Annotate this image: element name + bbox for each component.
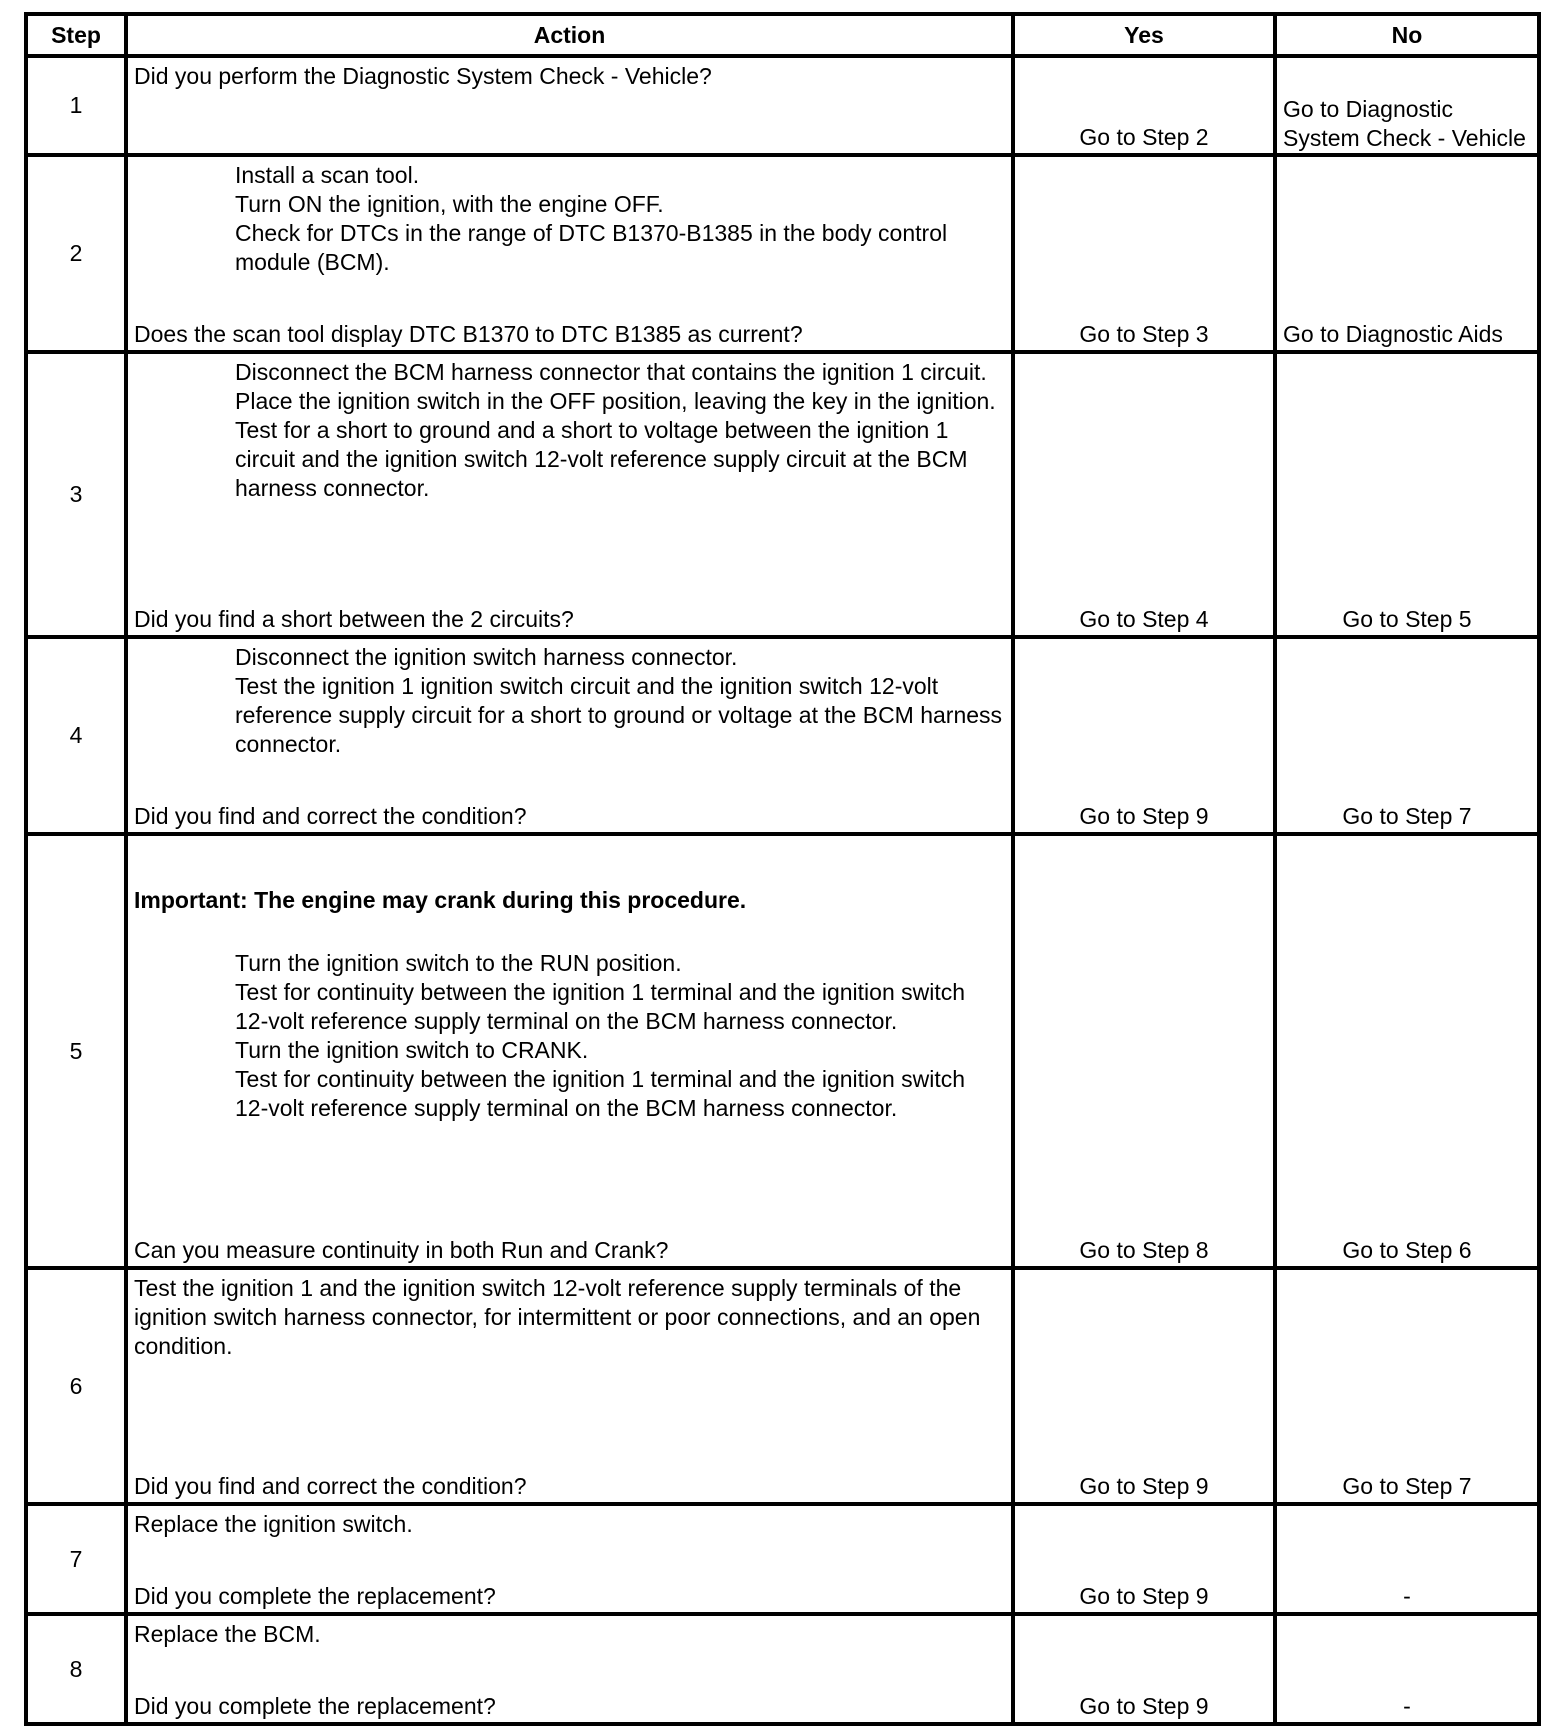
yes-cell [1013,1614,1275,1724]
important-note: Important: The engine may crank during this procedure. [134,887,747,913]
yes-cell [1013,834,1275,1268]
instruction: Disconnect the ignition switch harness connector. [235,644,738,670]
yes-link[interactable]: Go to Step 9 [1079,803,1209,829]
step-number: 2 [26,155,126,352]
yes-cell [1013,352,1275,637]
step-number: 4 [26,637,126,834]
action-question: Did you complete the replacement? [134,1583,496,1609]
instruction: Test for continuity between the ignition 1 terminal and the ignition switch 12-volt reference supply terminal on the BCM harness connector. [235,979,966,1034]
yes-link[interactable]: Go to Step 4 [1079,606,1209,632]
yes-cell [1013,56,1275,155]
no-link[interactable]: Go to Diagnostic System Check - Vehicle [1283,96,1526,151]
action-question: Did you perform the Diagnostic System Check - Vehicle? [134,63,712,89]
table-row [26,834,1539,1268]
instruction: Turn the ignition switch to the RUN position. [235,950,682,976]
no-cell [1275,56,1539,155]
header-yes: Yes [1013,14,1275,56]
step-number: 8 [26,1614,126,1724]
instruction: Test for a short to ground and a short to voltage between the ignition 1 circuit and the ignition switch 12-volt reference supply circuit at the BCM harness connector. [235,417,968,501]
no-cell [1275,637,1539,834]
action-question: Did you find and correct the condition? [134,803,527,829]
action-cell [126,834,1013,1268]
yes-link[interactable]: Go to Step 2 [1079,124,1209,150]
no-link[interactable]: Go to Step 7 [1342,1473,1472,1499]
table-row [26,352,1539,637]
step-number: 6 [26,1268,126,1504]
table-row [26,56,1539,155]
table-row [26,1268,1539,1504]
header-action: Action [126,14,1013,56]
action-question: Can you measure continuity in both Run and Crank? [134,1237,669,1263]
no-cell [1275,352,1539,637]
table-row [26,1614,1539,1724]
no-link[interactable]: Go to Step 6 [1342,1237,1472,1263]
no-cell [1275,834,1539,1268]
action-cell [126,1504,1013,1614]
action-question: Did you find a short between the 2 circuits? [134,606,574,632]
no-cell [1275,1268,1539,1504]
action-cell [126,56,1013,155]
instruction: Install a scan tool. [235,162,420,188]
yes-link[interactable]: Go to Step 9 [1079,1693,1209,1719]
no-cell [1275,155,1539,352]
action-text: Replace the ignition switch. [134,1511,413,1537]
action-cell [126,1614,1013,1724]
instruction: Turn ON the ignition, with the engine OFF. [235,191,664,217]
action-question: Did you complete the replacement? [134,1693,496,1719]
yes-cell [1013,1504,1275,1614]
instruction: Check for DTCs in the range of DTC B1370-B1385 in the body control module (BCM). [235,220,948,275]
header-row [26,14,1539,56]
yes-cell [1013,155,1275,352]
action-cell [126,637,1013,834]
diagnostic-table [24,12,1541,1726]
instruction: Test the ignition 1 ignition switch circuit and the ignition switch 12-volt reference supply circuit for a short to ground or voltage at the BCM harness connector. [235,673,1003,757]
header-no: No [1275,14,1539,56]
yes-link[interactable]: Go to Step 8 [1079,1237,1209,1263]
no-cell [1275,1614,1539,1724]
action-cell [126,1268,1013,1504]
action-cell [126,352,1013,637]
yes-link[interactable]: Go to Step 3 [1079,321,1209,347]
yes-link[interactable]: Go to Step 9 [1079,1473,1209,1499]
instruction: Test for continuity between the ignition 1 terminal and the ignition switch 12-volt reference supply terminal on the BCM harness connector. [235,1066,966,1121]
no-link[interactable]: Go to Step 7 [1342,803,1472,829]
action-question: Does the scan tool display DTC B1370 to DTC B1385 as current? [134,321,803,347]
header-step: Step [26,14,126,56]
step-number: 7 [26,1504,126,1614]
step-number: 1 [26,56,126,155]
no-value: - [1403,1583,1411,1609]
step-number: 3 [26,352,126,637]
no-cell [1275,1504,1539,1614]
yes-link[interactable]: Go to Step 9 [1079,1583,1209,1609]
no-value: - [1403,1693,1411,1719]
action-text: Replace the BCM. [134,1621,321,1647]
no-link[interactable]: Go to Diagnostic Aids [1283,321,1503,347]
step-number: 5 [26,834,126,1268]
table-row [26,637,1539,834]
action-text: Test the ignition 1 and the ignition switch 12-volt reference supply terminals of the ignition switch harness connector, for intermittent or poor connections, and an open condition. [134,1275,981,1359]
no-link[interactable]: Go to Step 5 [1342,606,1472,632]
instruction: Place the ignition switch in the OFF position, leaving the key in the ignition. [235,388,996,414]
yes-cell [1013,637,1275,834]
yes-cell [1013,1268,1275,1504]
instruction: Disconnect the BCM harness connector that contains the ignition 1 circuit. [235,359,987,385]
action-question: Did you find and correct the condition? [134,1473,527,1499]
instruction: Turn the ignition switch to CRANK. [235,1037,589,1063]
action-cell [126,155,1013,352]
table-row [26,1504,1539,1614]
table-row [26,155,1539,352]
